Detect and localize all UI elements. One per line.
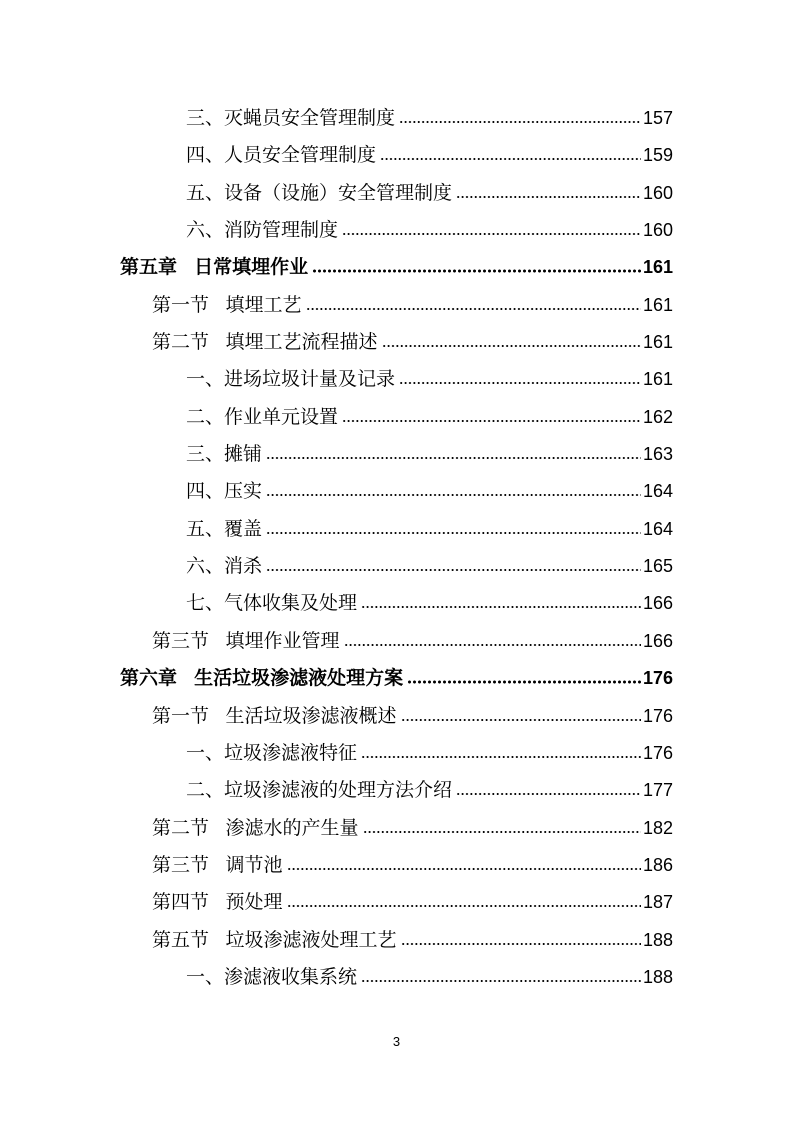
toc-entry-page: 177	[642, 780, 673, 801]
toc-chapter-entry	[120, 249, 673, 286]
toc-entry-page: 182	[642, 817, 673, 838]
toc-entry-page: 176	[642, 668, 673, 689]
toc-entry-label: 六、消防管理制度	[186, 219, 339, 242]
page-number: 3	[392, 1034, 401, 1049]
dot-leader	[456, 792, 641, 796]
toc-section-label: 第二节 填埋工艺流程描述	[152, 331, 378, 354]
dot-leader	[407, 680, 641, 684]
toc-entry-page: 161	[642, 369, 673, 390]
toc-entry-label: 一、渗滤液收集系统	[186, 965, 358, 988]
toc-entry-page: 159	[642, 145, 673, 166]
toc-chapter-entry	[120, 660, 673, 697]
dot-leader	[399, 381, 641, 385]
toc-chapter-label: 第六章 生活垃圾渗滤液处理方案	[120, 667, 404, 690]
toc-entry-label: 五、覆盖	[186, 517, 263, 540]
toc-entry-label: 三、摊铺	[186, 443, 263, 466]
toc-entry-page: 187	[642, 892, 673, 913]
toc-section-label: 第三节 调节池	[152, 853, 283, 876]
table-of-contents	[0, 100, 793, 996]
toc-section-entry	[152, 847, 673, 884]
toc-entry	[186, 361, 673, 398]
toc-entry-page: 176	[642, 705, 673, 726]
dot-leader	[342, 419, 641, 423]
toc-entry	[186, 436, 673, 473]
toc-entry-page: 161	[642, 294, 673, 315]
toc-chapter-label: 第五章 日常填埋作业	[120, 256, 309, 279]
toc-entry-label: 四、人员安全管理制度	[186, 144, 377, 167]
toc-entry	[186, 399, 673, 436]
dot-leader	[344, 643, 641, 647]
toc-entry-label: 三、灭蝇员安全管理制度	[186, 107, 396, 129]
toc-entry	[186, 548, 673, 585]
toc-entry-page: 166	[642, 593, 673, 614]
toc-entry	[186, 585, 673, 622]
dot-leader	[287, 904, 641, 908]
toc-section-label: 第四节 预处理	[152, 891, 283, 914]
toc-entry-page: 157	[642, 108, 673, 128]
dot-leader	[361, 979, 641, 983]
toc-section-label: 第二节 渗滤水的产生量	[152, 816, 359, 839]
toc-entry-label: 一、进场垃圾计量及记录	[186, 368, 396, 391]
toc-section-entry	[152, 884, 673, 921]
toc-section-entry	[152, 922, 673, 959]
dot-leader	[361, 605, 641, 609]
toc-entry-page: 163	[642, 444, 673, 465]
toc-section-entry	[152, 810, 673, 847]
toc-section-entry	[152, 698, 673, 735]
dot-leader	[266, 568, 641, 572]
toc-section-label: 第一节 填埋工艺	[152, 293, 302, 316]
dot-leader	[306, 307, 641, 311]
toc-entry	[186, 137, 673, 174]
dot-leader	[312, 269, 641, 273]
toc-entry-label: 二、垃圾渗滤液的处理方法介绍	[186, 779, 453, 802]
toc-entry	[186, 511, 673, 548]
toc-section-entry	[152, 324, 673, 361]
toc-entry	[186, 100, 673, 137]
toc-entry-page: 188	[642, 929, 673, 950]
toc-entry-page: 166	[642, 630, 673, 651]
dot-leader	[380, 157, 641, 161]
toc-entry-label: 六、消杀	[186, 555, 263, 578]
toc-entry-page: 161	[642, 257, 673, 278]
dot-leader	[401, 718, 641, 722]
dot-leader	[382, 344, 641, 348]
toc-entry-page: 160	[642, 220, 673, 241]
dot-leader	[342, 232, 641, 236]
dot-leader	[266, 531, 641, 535]
dot-leader	[401, 942, 641, 946]
toc-entry-page: 164	[642, 518, 673, 539]
toc-entry-label: 四、压实	[186, 480, 263, 503]
toc-entry-page: 176	[642, 742, 673, 763]
toc-entry-label: 五、设备（设施）安全管理制度	[186, 181, 453, 204]
toc-section-entry	[152, 287, 673, 324]
dot-leader	[361, 755, 641, 759]
dot-leader	[287, 867, 641, 871]
toc-section-entry	[152, 623, 673, 660]
toc-entry-page: 186	[642, 854, 673, 875]
toc-entry	[186, 735, 673, 772]
toc-entry-page: 188	[642, 966, 673, 987]
dot-leader	[363, 830, 641, 834]
dot-leader	[266, 493, 641, 497]
toc-entry-page: 165	[642, 556, 673, 577]
toc-entry	[186, 959, 673, 996]
toc-entry-label: 七、气体收集及处理	[186, 592, 358, 615]
toc-entry	[186, 772, 673, 809]
toc-entry-page: 164	[642, 481, 673, 502]
toc-entry	[186, 175, 673, 212]
toc-entry-page: 162	[642, 406, 673, 427]
toc-entry	[186, 212, 673, 249]
toc-section-label: 第五节 垃圾渗滤液处理工艺	[152, 928, 397, 951]
toc-entry-label: 二、作业单元设置	[186, 405, 339, 428]
toc-entry-label: 一、垃圾渗滤液特征	[186, 741, 358, 764]
dot-leader	[399, 120, 641, 124]
toc-section-label: 第三节 填埋作业管理	[152, 629, 340, 652]
toc-entry	[186, 473, 673, 510]
dot-leader	[266, 456, 641, 460]
toc-entry-page: 161	[642, 332, 673, 353]
toc-entry-page: 160	[642, 182, 673, 203]
toc-section-label: 第一节 生活垃圾渗滤液概述	[152, 704, 397, 727]
dot-leader	[456, 195, 641, 199]
